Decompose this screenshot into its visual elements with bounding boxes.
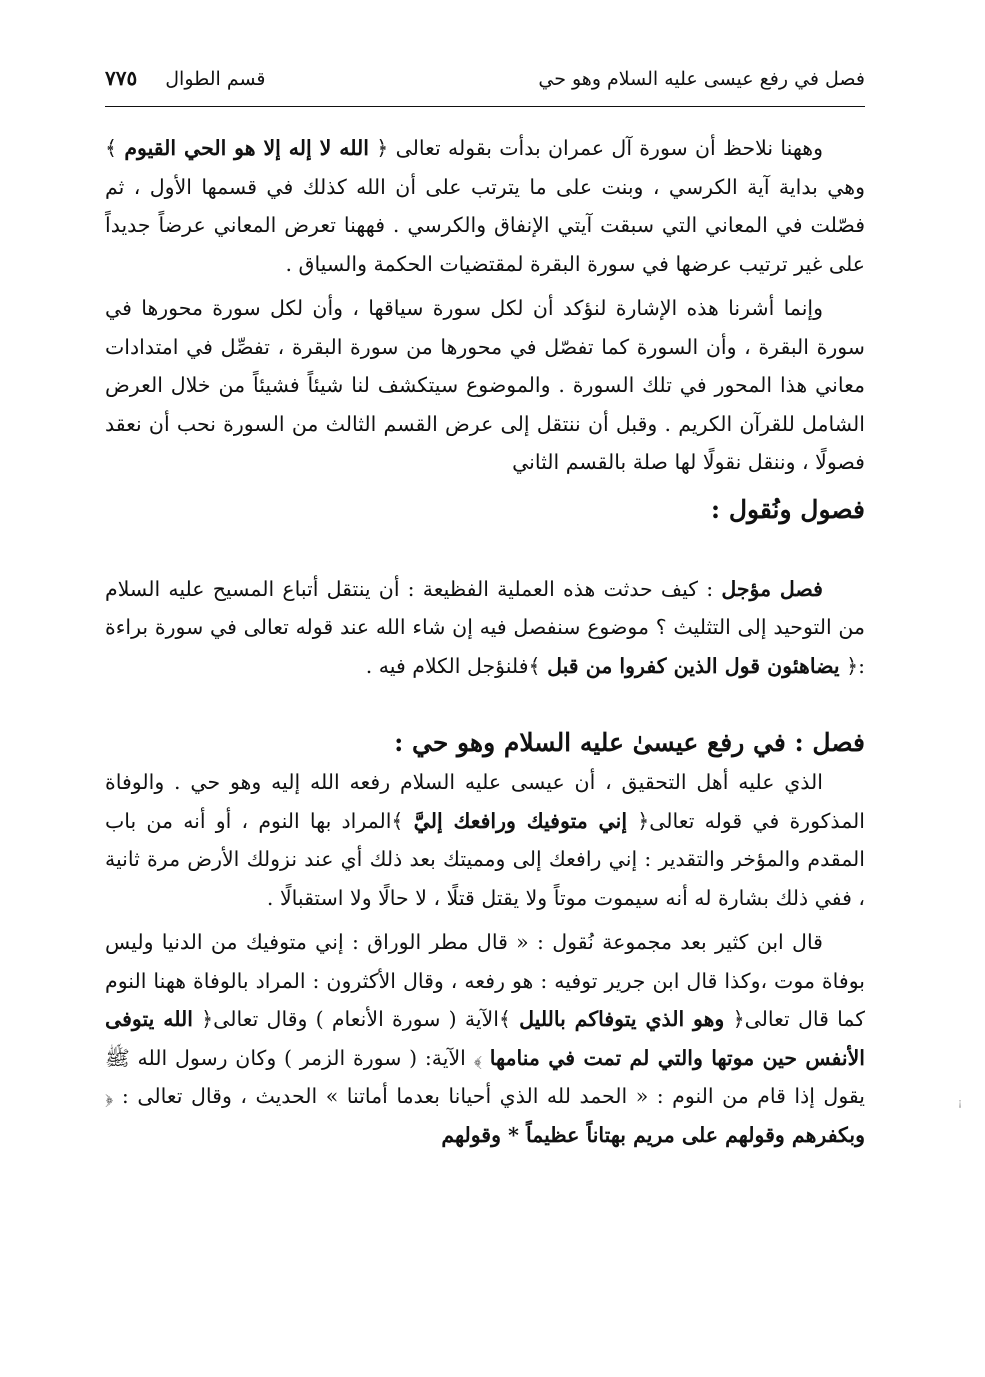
chapter-running-title: فصل في رفع عيسى عليه السلام وهو حي bbox=[538, 68, 865, 90]
quran-quote-5: الله يتوفى الأنفس حين موتها والتي لم تمت في منامها bbox=[105, 1007, 865, 1070]
quran-quote-3: إني متوفيك ورافعك إليَّ bbox=[413, 808, 628, 833]
page-number: ٧٧٥ bbox=[105, 66, 138, 90]
paragraph-5-text-c: ﴾ الآية: ( سورة الزمر ) وكان رسول الله ﷺ يقول إذا قام من النوم : « الحمد لله الذي أحيانا بعدما أماتنا » الحديث ، وقال تعالى : ﴿ bbox=[105, 1045, 865, 1108]
paragraph-1-text-a: وههنا نلاحظ أن سورة آل عمران بدأت بقوله تعالى ﴿ bbox=[368, 136, 824, 160]
paragraph-2-text: وإنما أشرنا هذه الإشارة لنؤكد أن لكل سورة سياقها ، وأن لكل سورة محورها في سورة البقرة ، وأن السورة كما تفصّل في محورها من سورة البقرة ، تفصِّل في امتدادات معاني هذا المحور في تلك السورة . والموضوع سيتكشف لنا شيئاً فشيئاً من خلال العرض الشامل للقرآن الكريم . وقبل أن ننتقل إلى عرض القسم الثالث من السورة نحب أن نعقد فصولًا ، وننقل نقولًا لها صلة بالقسم الثاني bbox=[105, 296, 865, 474]
quran-quote-6: وبكفرهم وقولهم على مريم بهتاناً عظيماً * وقولهم bbox=[441, 1122, 865, 1147]
paragraph-4 bbox=[105, 763, 865, 917]
spacer bbox=[105, 530, 865, 570]
paragraph-2 bbox=[105, 289, 865, 482]
running-header bbox=[105, 66, 865, 102]
spacer bbox=[105, 691, 865, 715]
section-heading-raf-isa: فصل : في رفع عيسىٰ عليه السلام وهو حي : bbox=[394, 728, 865, 757]
quran-quote-2: يضاهئون قول الذين كفروا من قبل bbox=[547, 653, 840, 678]
margin-mark: ¡ bbox=[958, 1098, 963, 1109]
paragraph-1-text-b: ﴾ وهي بداية آية الكرسي ، وبنت على ما يترتب على أن الله كذلك في قسمها الأول ، ثم فصّلت في المعاني التي سبقت آيتي الإنفاق والكرسي . فههنا تعرض المعاني عرضاً جديداً على غير ترتيب عرضها في سورة البقرة لمقتضيات الحكمة والسياق . bbox=[105, 136, 865, 276]
paragraph-5-text-a: قال ابن كثير بعد مجموعة نُقول : « قال مطر الوراق : إني متوفيك من الدنيا وليس بوفاة موت ،وكذا قال ابن جرير توفيه : هو رفعه ، وقال الأكثرون : المراد بالوفاة ههنا النوم كما قال تعالى﴿ bbox=[105, 930, 865, 1031]
header-rule bbox=[105, 106, 865, 107]
paragraph-3-text-b: ﴾فلنؤجل الكلام فيه . bbox=[365, 653, 548, 678]
paragraph-4-text-a: الذي عليه أهل التحقيق ، أن عيسى عليه السلام رفعه الله إليه وهو حي . والوفاة المذكورة في قوله تعالى﴿ bbox=[105, 770, 865, 833]
quran-quote-4: وهو الذي يتوفاكم بالليل bbox=[519, 1007, 725, 1031]
section-name: قسم الطوال bbox=[165, 68, 266, 90]
paragraph-3-text-a: : كيف حدثت هذه العملية الفظيعة : أن ينتقل أتباع المسيح عليه السلام من التوحيد إلى التثليث ؟ موضوع سنفصل فيه إن شاء الله عند قوله تعالى في سورة براءة :﴿ bbox=[105, 576, 865, 678]
section-heading-fusul: فصول ونُقول : bbox=[710, 494, 865, 524]
book-page bbox=[105, 66, 865, 1160]
quran-quote-1: الله لا إله إلا هو الحي القيوم bbox=[124, 136, 369, 160]
paragraph-4-text-b: ﴾المراد بها النوم ، أو أنه من باب المقدم والمؤخر والتقدير : إني رافعك إلى ومميتك بعد ذلك أي عند نزولك الأرض مرة ثانية ، ففي ذلك بشارة له أنه سيموت موتاً ولا يقتل قتلًا ، لا حالًا ولا استقبالًا . bbox=[105, 808, 865, 910]
paragraph-3-lead: فصل مؤجل bbox=[721, 576, 823, 601]
paragraph-3 bbox=[105, 570, 865, 686]
paragraph-5 bbox=[105, 923, 865, 1154]
header-left-group bbox=[105, 66, 266, 90]
paragraph-5-text-b: ﴾الآية ( سورة الأنعام ) وقال تعالى﴿ bbox=[192, 1007, 520, 1031]
paragraph-1 bbox=[105, 129, 865, 283]
